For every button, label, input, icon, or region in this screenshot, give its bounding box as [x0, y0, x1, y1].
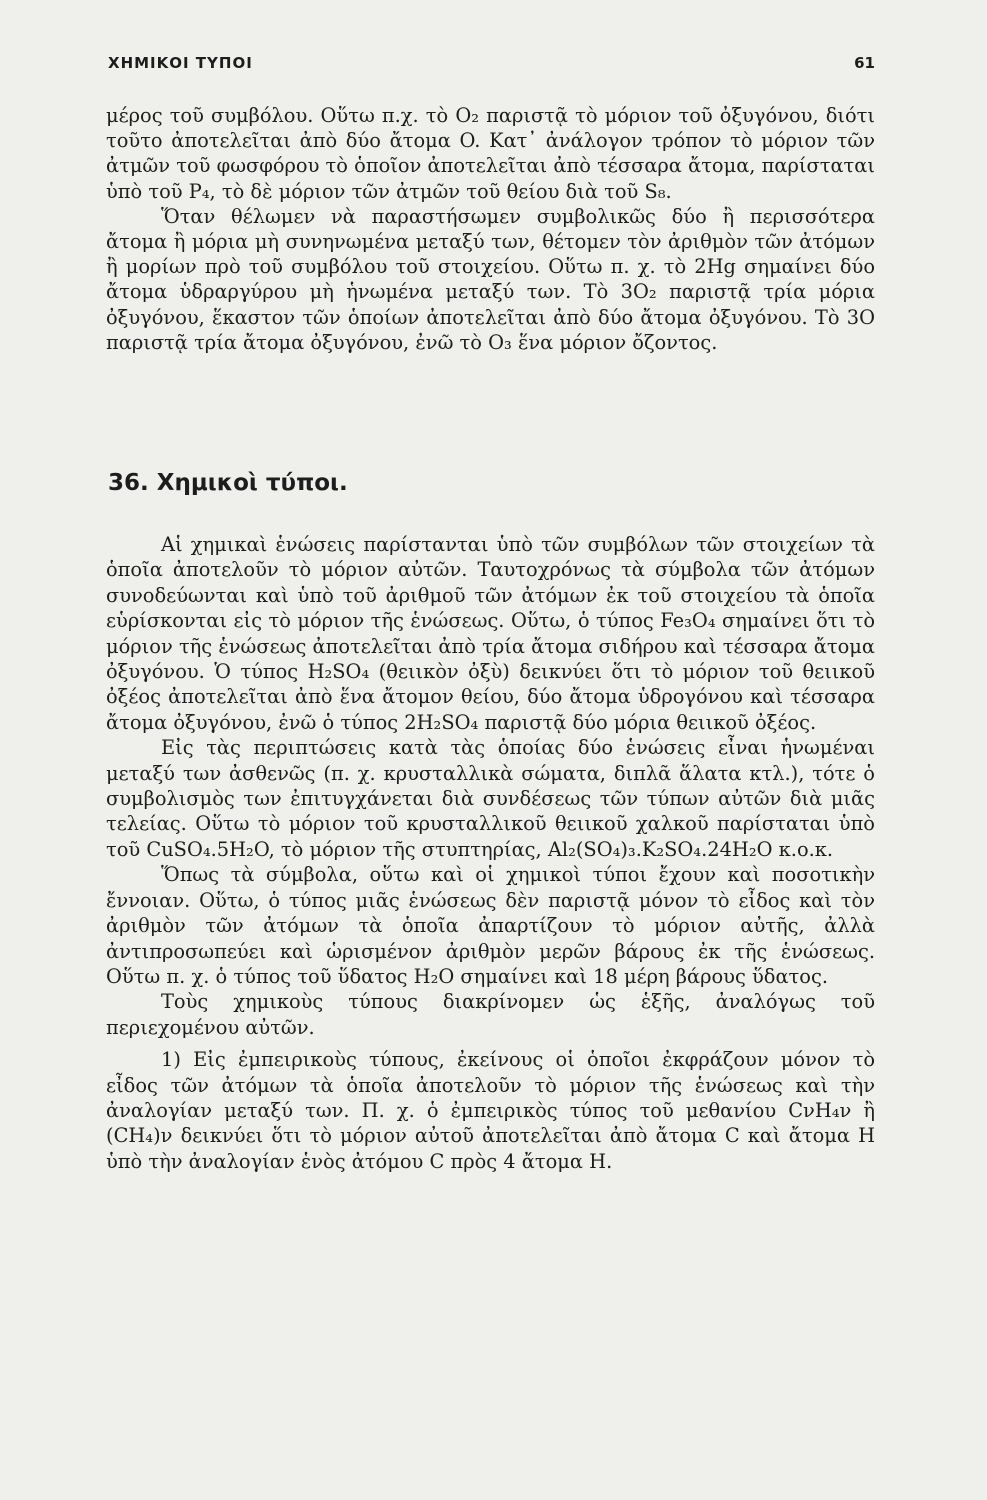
paragraph: μέρος τοῦ συμβόλου. Οὕτω π.χ. τὸ O₂ παριστᾷ τὸ μόριον τοῦ ὀξυγόνου, διότι τοῦτο ἀποτελεῖται ἀπὸ δύο ἄτομα O. Κατ᾽ ἀνάλογον τρόπον τὸ μόριον τῶν ἀτμῶν τοῦ φωσφόρου τὸ ὁποῖον ἀποτελεῖται ἀπὸ τέσσαρα ἄτομα, παρίσταται ὑπὸ τοῦ P₄, τὸ δὲ μόριον τῶν ἀτμῶν τοῦ θείου διὰ τοῦ S₈. — [106, 104, 875, 203]
page-number: 61 — [854, 54, 875, 72]
page-header — [108, 54, 875, 72]
paragraph: Εἰς τὰς περιπτώσεις κατὰ τὰς ὁποίας δύο ἑνώσεις εἶναι ἡνωμέναι μεταξύ των ἀσθενῶς (π. χ. κρυσταλλικὰ σώματα, διπλᾶ ἅλατα κτλ.), τότε ὁ συμβολισμὸς των ἐπιτυγχάνεται διὰ συνδέσεως τῶν τύπων αὐτῶν διὰ μιᾶς τελείας. Οὕτω τὸ μόριον τοῦ κρυσταλλικοῦ θειικοῦ χαλκοῦ παρίσταται ὑπὸ τοῦ CuSO₄.5H₂O, τὸ μόριον τῆς στυπτηρίας, Al₂(SO₄)₃.K₂SO₄.24H₂O κ.ο.κ. — [106, 736, 875, 861]
section-heading: 36. Χημικοὶ τύποι. — [108, 470, 348, 496]
running-title: ΧΗΜΙΚΟΙ ΤΥΠΟΙ — [108, 54, 253, 72]
paragraph: Τοὺς χημικοὺς τύπους διακρίνομεν ὡς ἑξῆς, ἀναλόγως τοῦ περιεχομένου αὐτῶν. — [106, 990, 875, 1039]
section-text-block — [106, 532, 875, 1174]
top-text-block — [106, 103, 875, 355]
paragraph: Αἱ χημικαὶ ἑνώσεις παρίστανται ὑπὸ τῶν συμβόλων τῶν στοιχείων τὰ ὁποῖα ἀποτελοῦν τὸ μόριον αὐτῶν. Ταυτοχρόνως τὰ σύμβολα τῶν ἀτόμων συνοδεύωνται καὶ ὑπὸ τοῦ ἀριθμοῦ τῶν ἀτόμων ἐκ τοῦ στοιχείου τὰ ὁποῖα εὑρίσκονται εἰς τὸ μόριον τῆς ἑνώσεως. Οὕτω, ὁ τύπος Fe₃O₄ σημαίνει ὅτι τὸ μόριον τῆς ἑνώσεως ἀποτελεῖται ἀπὸ τρία ἄτομα σιδήρου καὶ τέσσαρα ἄτομα ὀξυγόνου. Ὁ τύπος H₂SO₄ (θειικὸν ὀξὺ) δεικνύει ὅτι τὸ μόριον τοῦ θειικοῦ ὀξέος ἀποτελεῖται ἀπὸ ἕνα ἄτομον θείου, δύο ἄτομα ὑδρογόνου καὶ τέσσαρα ἄτομα ὀξυγόνου, ἐνῶ ὁ τύπος 2H₂SO₄ παριστᾷ δύο μόρια θειικοῦ ὀξέος. — [106, 533, 875, 734]
paragraph: Ὅταν θέλωμεν νὰ παραστήσωμεν συμβολικῶς δύο ἢ περισσότερα ἄτομα ἢ μόρια μὴ συνηνωμένα μεταξύ των, θέτομεν τὸν ἀριθμὸν τῶν ἀτόμων ἢ μορίων πρὸ τοῦ συμβόλου τοῦ στοιχείου. Οὕτω π. χ. τὸ 2Hg σημαίνει δύο ἄτομα ὑδραργύρου μὴ ἡνωμένα μεταξύ των. Τὸ 3O₂ παριστᾷ τρία μόρια ὀξυγόνου, ἕκαστον τῶν ὁποίων ἀποτελεῖται ἀπὸ δύο ἄτομα ὀξυγόνου. Τὸ 3O παριστᾷ τρία ἄτομα ὀξυγόνου, ἐνῶ τὸ O₃ ἕνα μόριον ὄζοντος. — [106, 204, 875, 354]
spacer — [106, 1040, 875, 1047]
paragraph: 1) Εἰς ἐμπειρικοὺς τύπους, ἐκείνους οἱ ὁποῖοι ἐκφράζουν μόνον τὸ εἶδος τῶν ἀτόμων τὰ ὁποῖα ἀποτελοῦν τὸ μόριον τῆς ἑνώσεως καὶ τὴν ἀναλογίαν μεταξύ των. Π. χ. ὁ ἐμπειρικὸς τύπος τοῦ μεθανίου CνH₄ν ἢ (CH₄)ν δεικνύει ὅτι τὸ μόριον αὐτοῦ ἀποτελεῖται ἀπὸ ἄτομα C καὶ ἄτομα H ὑπὸ τὴν ἀναλογίαν ἑνὸς ἀτόμου C πρὸς 4 ἄτομα H. — [106, 1048, 875, 1173]
paragraph: Ὅπως τὰ σύμβολα, οὕτω καὶ οἱ χημικοὶ τύποι ἔχουν καὶ ποσοτικὴν ἔννοιαν. Οὕτω, ὁ τύπος μιᾶς ἑνώσεως δὲν παριστᾷ μόνον τὸ εἶδος καὶ τὸν ἀριθμὸν τῶν ἀτόμων τὰ ὁποῖα ἀπαρτίζουν τὸ μόριον αὐτῆς, ἀλλὰ ἀντιπροσωπεύει καὶ ὡρισμένον ἀριθμὸν μερῶν βάρους ἐκ τῆς ἑνώσεως. Οὕτω π. χ. ὁ τύπος τοῦ ὕδατος H₂O σημαίνει καὶ 18 μέρη βάρους ὕδατος. — [106, 863, 875, 988]
